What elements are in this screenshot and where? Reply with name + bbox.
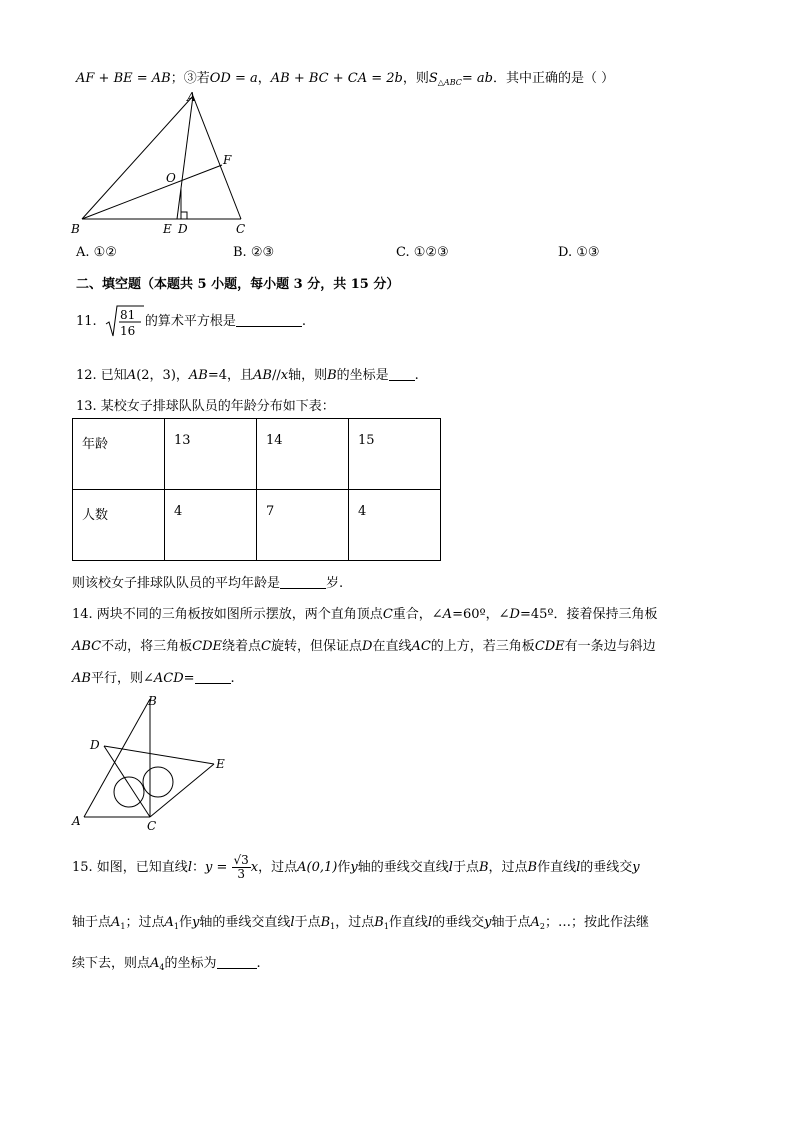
table-cell: 15 bbox=[358, 433, 375, 448]
q15-y: y bbox=[192, 915, 200, 930]
q14-text: 有一条边与斜边 bbox=[564, 639, 656, 654]
q14-text: 绕着点 bbox=[222, 639, 262, 654]
q14-end: . bbox=[230, 671, 235, 686]
q15-fraction bbox=[232, 854, 251, 880]
q10-tail-line bbox=[76, 67, 614, 87]
option-a[interactable]: A. ①② bbox=[76, 245, 117, 260]
q14-answer-blank[interactable] bbox=[195, 671, 231, 684]
q15-text: ，过点 bbox=[488, 860, 528, 875]
q12-ab: AB bbox=[188, 368, 208, 383]
q15-y: y bbox=[350, 860, 358, 875]
q15-point-a1: A bbox=[111, 915, 121, 930]
segment-ab bbox=[84, 699, 150, 817]
age-table bbox=[72, 418, 441, 561]
table-cell: 14 bbox=[266, 433, 283, 448]
q12-point-b: B bbox=[327, 368, 337, 383]
section-heading-fill-in: 二、填空题（本题共 5 小题，每小题 3 分，共 15 分） bbox=[76, 277, 400, 292]
table-row bbox=[73, 419, 441, 490]
q15-text: ；过点 bbox=[125, 915, 165, 930]
q14-text: 的上方，若三角板 bbox=[430, 639, 535, 654]
q10-comma: ， bbox=[257, 71, 271, 86]
q14-angle-d: D bbox=[509, 607, 520, 622]
q14-text: =45º．接着保持三角板 bbox=[519, 607, 658, 622]
q10-area-symbol: S bbox=[428, 71, 438, 86]
q15-point-b1: B bbox=[374, 915, 384, 930]
q15-text: 轴的垂线交直线 bbox=[357, 860, 449, 875]
q13-after-text: 则该校女子排球队队员的平均年龄是 bbox=[72, 576, 281, 591]
q14-text: 不动，将三角板 bbox=[101, 639, 193, 654]
q10-perimeter-expr: AB + BC + CA = 2b bbox=[270, 71, 403, 86]
q11-number: 11. bbox=[76, 313, 97, 329]
q15-text: 续下去，则点 bbox=[72, 956, 151, 971]
q15-line-1 bbox=[72, 848, 640, 888]
q10-then: ，则 bbox=[402, 71, 429, 86]
q15-point-a2: A bbox=[530, 915, 540, 930]
segment-bf bbox=[82, 165, 222, 219]
right-angle-mark bbox=[181, 212, 187, 219]
q12-line bbox=[76, 364, 419, 383]
q12-end: . bbox=[414, 368, 419, 383]
q15-point-a1: A bbox=[164, 915, 174, 930]
q15-line-l: l bbox=[448, 860, 453, 875]
q15-point-b: B bbox=[478, 860, 489, 875]
q10-cond2-expr: AF + BE = AB bbox=[76, 71, 171, 86]
q12-text-6: 的坐标是 bbox=[336, 368, 389, 383]
q12-text-3: =4，且 bbox=[207, 368, 254, 383]
segment-ce bbox=[150, 764, 214, 817]
q15-answer-blank[interactable] bbox=[217, 956, 257, 969]
q12-text-2: (2，3)， bbox=[136, 368, 189, 383]
angle-circle-right bbox=[143, 767, 173, 797]
q15-text: 作 bbox=[179, 915, 193, 930]
table-cell: 7 bbox=[266, 504, 275, 519]
option-c[interactable]: C. ①②③ bbox=[396, 245, 449, 260]
q15-text: 的垂线交 bbox=[580, 860, 633, 875]
label-a: A bbox=[72, 814, 81, 828]
q14-point-c: C bbox=[382, 607, 393, 622]
q10-triangle-figure bbox=[60, 88, 270, 240]
q15-subscript: 1 bbox=[383, 922, 389, 931]
q15-text: ，过点 bbox=[258, 860, 298, 875]
q11-answer-blank[interactable] bbox=[236, 314, 302, 327]
q15-subscript: 1 bbox=[120, 922, 126, 931]
angle-circle-left bbox=[114, 777, 144, 807]
q15-point-b: B bbox=[527, 860, 538, 875]
segment-ab bbox=[82, 96, 193, 219]
q14-abc: ABC bbox=[72, 639, 102, 654]
label-c: C bbox=[147, 819, 157, 833]
q13-answer-blank[interactable] bbox=[280, 576, 326, 589]
q14-text: 14. 两块不同的三角板按如图所示摆放，两个直角顶点 bbox=[72, 607, 383, 622]
q15-text: 的垂线交 bbox=[432, 915, 485, 930]
label-e: E bbox=[163, 222, 172, 236]
q15-line-2 bbox=[72, 911, 649, 931]
q13-unit: 岁. bbox=[326, 576, 344, 591]
q15-line-l: l bbox=[427, 915, 433, 930]
q13-intro: 13. 某校女子排球队队员的年龄分布如下表： bbox=[76, 399, 335, 414]
q14-angle-a: A bbox=[442, 607, 453, 622]
q14-acd: ACD bbox=[153, 671, 184, 686]
label-d: D bbox=[178, 222, 188, 236]
segment-de bbox=[104, 746, 214, 764]
q15-y: y bbox=[632, 860, 640, 875]
q10-text: ；③若 bbox=[170, 71, 210, 86]
q15-point-b1: B bbox=[320, 915, 331, 930]
q14-cde: CDE bbox=[534, 639, 565, 654]
option-b[interactable]: B. ②③ bbox=[233, 245, 275, 260]
q10-question: ．其中正确的是（ ） bbox=[492, 71, 615, 86]
q12-ab-2: AB bbox=[253, 368, 272, 383]
q11-numerator: 81 bbox=[119, 308, 136, 322]
q15-text: 轴于点 bbox=[72, 915, 112, 930]
q15-frac-denominator: 3 bbox=[237, 867, 245, 881]
q15-point-a: A(0,1) bbox=[297, 860, 338, 875]
table-cell: 年龄 bbox=[82, 437, 109, 452]
q14-text: 重合，∠ bbox=[392, 607, 443, 622]
q15-end: . bbox=[256, 956, 261, 971]
q12-x: x bbox=[280, 368, 289, 383]
q12-answer-blank[interactable] bbox=[389, 368, 415, 381]
q14-equals: = bbox=[183, 671, 195, 686]
q14-text: 旋转，但保证点 bbox=[270, 639, 362, 654]
q14-text: =60º，∠ bbox=[452, 607, 510, 622]
q14-text: 在直线 bbox=[372, 639, 412, 654]
q12-text-5: 轴，则 bbox=[288, 368, 328, 383]
q15-line-l: l bbox=[576, 860, 581, 875]
table-row bbox=[73, 490, 441, 561]
q15-subscript: 1 bbox=[173, 922, 179, 931]
q11-denominator: 16 bbox=[119, 324, 136, 338]
q15-text: 的坐标为 bbox=[164, 956, 217, 971]
q15-subscript: 4 bbox=[159, 963, 165, 972]
q14-line-1 bbox=[72, 603, 658, 622]
q14-line-3 bbox=[72, 667, 235, 686]
q14-point-d: D bbox=[362, 639, 373, 654]
segment-ac bbox=[193, 96, 241, 219]
q15-y-equals: y = bbox=[205, 860, 228, 875]
label-o: O bbox=[166, 171, 176, 185]
option-d[interactable]: D. ①③ bbox=[558, 245, 600, 260]
segment-ae bbox=[177, 96, 193, 219]
q15-x: x bbox=[250, 860, 259, 875]
q11-sqrt bbox=[105, 304, 145, 339]
q14-line-2 bbox=[72, 635, 656, 654]
q14-cde: CDE bbox=[192, 639, 223, 654]
q14-point-c: C bbox=[261, 639, 271, 654]
q10-area-subscript: △ABC bbox=[437, 78, 462, 87]
table-cell: 13 bbox=[174, 433, 191, 448]
q15-frac-numerator: √3 bbox=[233, 853, 249, 868]
q15-line-l: l bbox=[290, 915, 295, 930]
q15-text: ： bbox=[191, 860, 205, 875]
q15-text: 于点 bbox=[452, 860, 479, 875]
label-b: B bbox=[148, 694, 157, 708]
q12-parallel: // bbox=[271, 368, 281, 383]
q12-text-1: 12. 已知 bbox=[76, 368, 127, 383]
q15-text: ，过点 bbox=[335, 915, 375, 930]
q13-after bbox=[72, 572, 343, 591]
table-cell: 4 bbox=[174, 504, 183, 519]
q15-text: 作直线 bbox=[388, 915, 428, 930]
q14-text: 平行，则∠ bbox=[90, 671, 154, 686]
q14-triangle-figure bbox=[66, 690, 236, 835]
q15-text: 轴于点 bbox=[491, 915, 531, 930]
q12-point-a: A bbox=[126, 368, 137, 383]
q15-text: 作 bbox=[337, 860, 351, 875]
q15-point-a4: A bbox=[150, 956, 160, 971]
label-e: E bbox=[216, 757, 225, 771]
q14-ab: AB bbox=[72, 671, 91, 686]
label-b: B bbox=[71, 222, 80, 236]
sqrt-sign-icon bbox=[105, 304, 145, 338]
q15-line-3 bbox=[72, 952, 261, 972]
q15-text: 轴的垂线交直线 bbox=[199, 915, 291, 930]
label-f: F bbox=[223, 153, 232, 167]
q15-text: 作直线 bbox=[537, 860, 577, 875]
label-c: C bbox=[236, 222, 246, 236]
q15-text: 15. 如图，已知直线 bbox=[72, 860, 188, 875]
table-cell: 4 bbox=[358, 504, 367, 519]
q11-end: . bbox=[301, 313, 306, 329]
q11-line bbox=[76, 304, 306, 338]
q15-line-l: l bbox=[187, 860, 192, 875]
q14-ac: AC bbox=[411, 639, 431, 654]
q15-text: ；…；按此作法继 bbox=[544, 915, 649, 930]
q11-text: 的算术平方根是 bbox=[144, 313, 236, 329]
q15-subscript: 2 bbox=[539, 922, 545, 931]
label-d: D bbox=[90, 738, 100, 752]
table-cell: 人数 bbox=[82, 508, 109, 523]
q15-subscript: 1 bbox=[330, 922, 336, 931]
q15-text: 于点 bbox=[294, 915, 321, 930]
q10-od-expr: OD = a bbox=[209, 71, 258, 86]
label-a: A bbox=[187, 90, 196, 104]
q15-y: y bbox=[484, 915, 492, 930]
q10-area-expr: = ab bbox=[461, 71, 493, 86]
